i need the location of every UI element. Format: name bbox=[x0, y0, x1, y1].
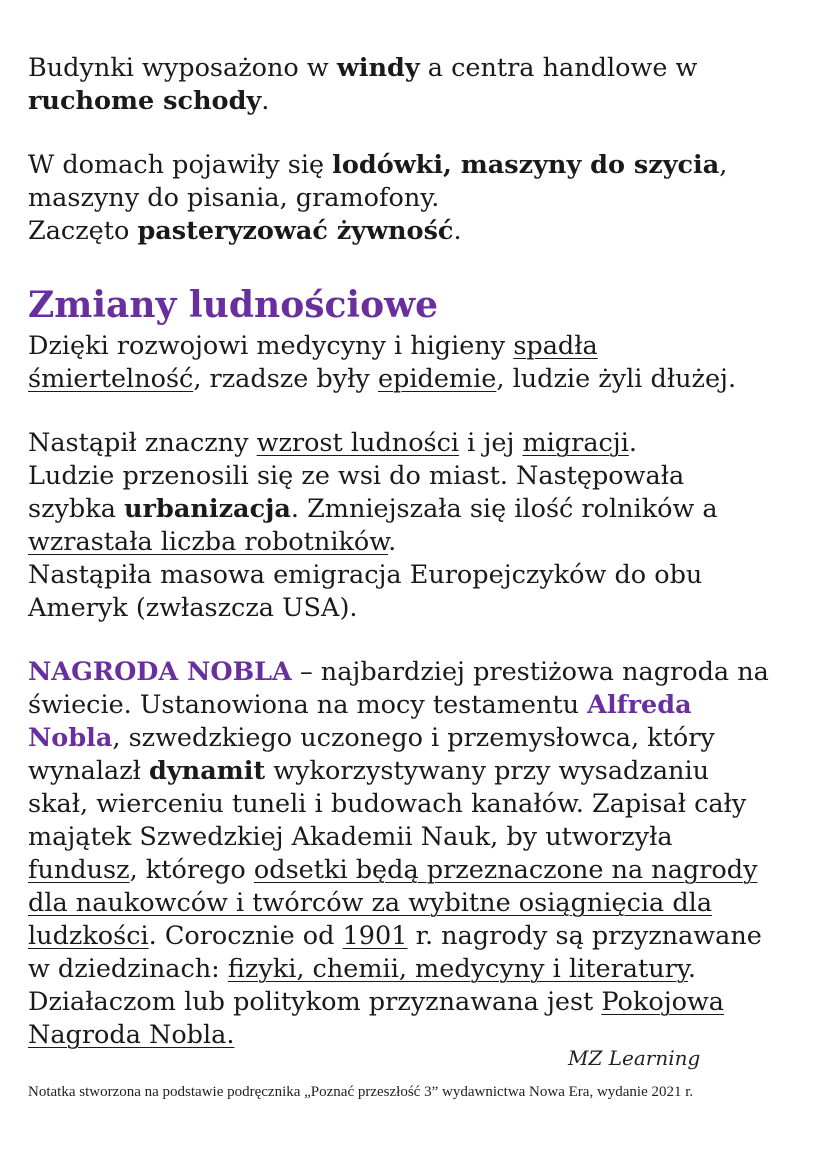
text: r. nagrody są przyznawane bbox=[407, 921, 762, 951]
text: i jej bbox=[459, 428, 523, 458]
underlined-text: migracji bbox=[522, 428, 629, 458]
text: Ameryk (zwłaszcza USA). bbox=[28, 593, 358, 623]
section-heading: Zmiany ludnościowe bbox=[28, 284, 438, 326]
text: szybka bbox=[28, 494, 125, 524]
bold-text: lodówki, maszyny do szycia bbox=[332, 150, 720, 180]
text: – najbardziej prestiżowa nagroda na bbox=[291, 657, 769, 687]
bold-text: ruchome schody bbox=[28, 86, 262, 116]
text: . bbox=[261, 86, 270, 116]
text: w dziedzinach: bbox=[28, 954, 228, 984]
underlined-text: fizyki, chemii, medycyny i literatury bbox=[227, 954, 688, 984]
text: . Zmniejszała się ilość rolników a bbox=[290, 494, 718, 524]
text: Działaczom lub politykom przyznawana jest bbox=[28, 987, 602, 1017]
underlined-text: dla naukowców i twórców za wybitne osiągnięcia dla bbox=[28, 888, 713, 918]
underlined-text: 1901 bbox=[342, 921, 408, 951]
text: Zaczęto bbox=[28, 216, 138, 246]
underlined-text: fundusz bbox=[28, 855, 130, 885]
text: . bbox=[453, 216, 462, 246]
text: Nastąpiła masowa emigracja Europejczyków do obu bbox=[28, 560, 703, 590]
underlined-text: ludzkości bbox=[28, 921, 149, 951]
bold-text: urbanizacja bbox=[124, 494, 291, 524]
underlined-text: śmiertelność bbox=[28, 364, 194, 394]
paragraph-population-growth bbox=[28, 427, 818, 625]
text: W domach pojawiły się bbox=[28, 150, 333, 180]
text: skał, wierceniu tuneli i budowach kanałów. Zapisał cały bbox=[28, 789, 747, 819]
paragraph-nobel-prize bbox=[28, 656, 818, 1052]
text: . Corocznie od bbox=[148, 921, 343, 951]
text: Budynki wyposażono w bbox=[28, 53, 337, 83]
text: , ludzie żyli dłużej. bbox=[496, 364, 737, 394]
highlighted-term: Nobla bbox=[28, 723, 113, 753]
text: , bbox=[719, 150, 728, 180]
text: a centra handlowe w bbox=[419, 53, 698, 83]
highlighted-term: NAGRODA NOBLA bbox=[28, 657, 292, 687]
text: Nastąpił znaczny bbox=[28, 428, 257, 458]
bold-text: pasteryzować żywność bbox=[137, 216, 454, 246]
highlighted-term: Alfreda bbox=[587, 690, 692, 720]
text: majątek Szwedzkiej Akademii Nauk, by utworzyła bbox=[28, 822, 673, 852]
text: , którego bbox=[129, 855, 254, 885]
paragraph-elevators bbox=[28, 52, 818, 118]
underlined-text: Nagroda Nobla. bbox=[28, 1020, 235, 1050]
text: . bbox=[628, 428, 637, 458]
bold-text: windy bbox=[336, 53, 420, 83]
text: wykorzystywany przy wysadzaniu bbox=[265, 756, 710, 786]
text: maszyny do pisania, gramofony. bbox=[28, 183, 440, 213]
underlined-text: Pokojowa bbox=[601, 987, 724, 1017]
text: . bbox=[388, 527, 397, 557]
underlined-text: epidemie bbox=[377, 364, 497, 394]
text: , szwedzkiego uczonego i przemysłowca, który bbox=[112, 723, 715, 753]
paragraph-home-appliances bbox=[28, 149, 818, 248]
text: świecie. Ustanowiona na mocy testamentu bbox=[28, 690, 588, 720]
underlined-text: wzrastała liczba robotników bbox=[28, 527, 389, 557]
paragraph-mortality bbox=[28, 330, 818, 396]
source-footnote: Notatka stworzona na podstawie podręcznika „Poznać przeszłość 3” wydawnictwa Nowa Era, wydanie 2021 r. bbox=[28, 1084, 694, 1100]
underlined-text: spadła bbox=[513, 331, 598, 361]
underlined-text: odsetki będą przeznaczone na nagrody bbox=[253, 855, 758, 885]
text: , rzadsze były bbox=[193, 364, 378, 394]
text: Ludzie przenosili się ze wsi do miast. Następowała bbox=[28, 461, 685, 491]
author-signature: MZ Learning bbox=[568, 1046, 701, 1070]
bold-text: dynamit bbox=[149, 756, 266, 786]
text: . bbox=[687, 954, 696, 984]
text: wynalazł bbox=[28, 756, 150, 786]
text: Dzięki rozwojowi medycyny i higieny bbox=[28, 331, 514, 361]
underlined-text: wzrost ludności bbox=[256, 428, 460, 458]
